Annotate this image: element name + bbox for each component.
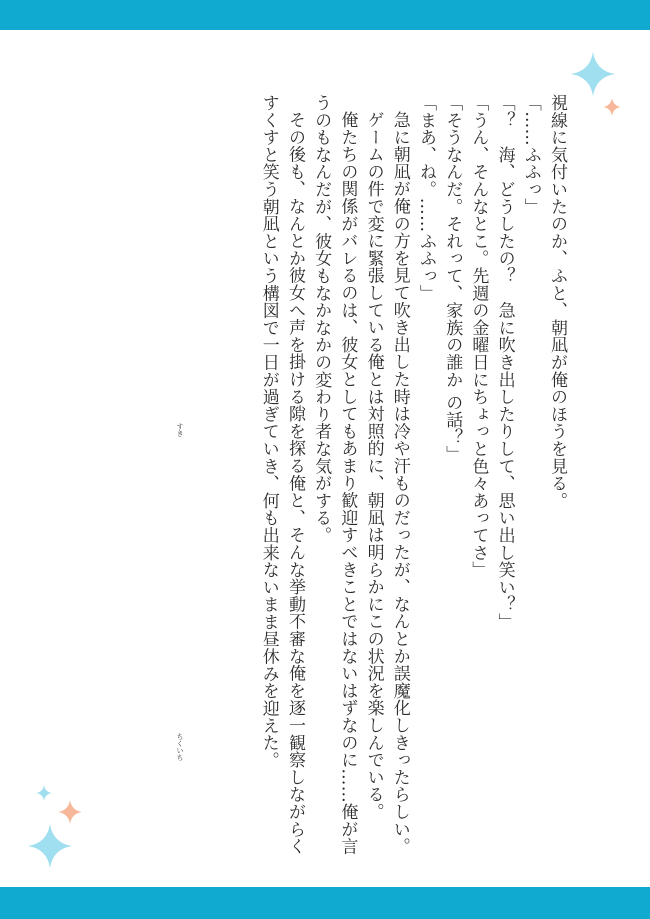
dialogue-3: 「うん、そんなとこ。先週の金曜日にちょっと色々あってさ」 <box>468 94 489 579</box>
paragraph-1: 視線に気付いたのか、ふと、朝凪が俺のほうを見る。 <box>547 94 567 510</box>
sparkle-bottom-tiny-icon <box>36 785 52 801</box>
dialogue-4: 「そうなんだ。それって、家族の誰か の話？」 <box>442 94 463 464</box>
bottom-band <box>0 887 650 919</box>
sparkle-bottom-orange-icon <box>58 800 82 824</box>
sparkle-top-small-icon <box>603 98 621 116</box>
ruby-chikuichi: ちくいち <box>176 733 184 761</box>
sparkle-top-large-icon <box>571 52 615 96</box>
ruby-suki: すき <box>176 423 184 437</box>
paragraph-3: ゲームの件で変に緊張している俺とは対照的に、朝凪は明らかにこの状況を楽しんでいる。 <box>363 111 384 821</box>
paragraph-5: その後も、なんとか彼女へ声を掛ける隙を探る俺と、そんな挙動不審な俺を逐一観察しながらくすくすと笑う朝凪という構図で一日が過ぎていき、何も出来ないまま昼休みを迎えた。 <box>258 94 305 855</box>
vertical-text-body <box>90 94 570 864</box>
sparkle-bottom-large-icon <box>28 824 72 868</box>
dialogue-1: 「……ふふっ」 <box>520 94 541 216</box>
dialogue-2: 「？ 海、どうしたの？ 急に吹き出したりして、思い出し笑い？」 <box>494 94 515 631</box>
dialogue-5: 「まあ、ね。……ふふっ」 <box>415 94 436 302</box>
top-band <box>0 0 650 30</box>
paragraph-4: 俺たちの関係がバレるのは、彼女としてもあまり歓迎すべきことではないはずなのに……俺が言うのもなんだが、彼女もなかなかの変わり者な気がする。 <box>311 94 358 855</box>
paragraph-2: 急に朝凪が俺の方を見て吹き出した時は冷や汗ものだったが、なんとか誤魔化しきったらしい。 <box>389 111 410 855</box>
